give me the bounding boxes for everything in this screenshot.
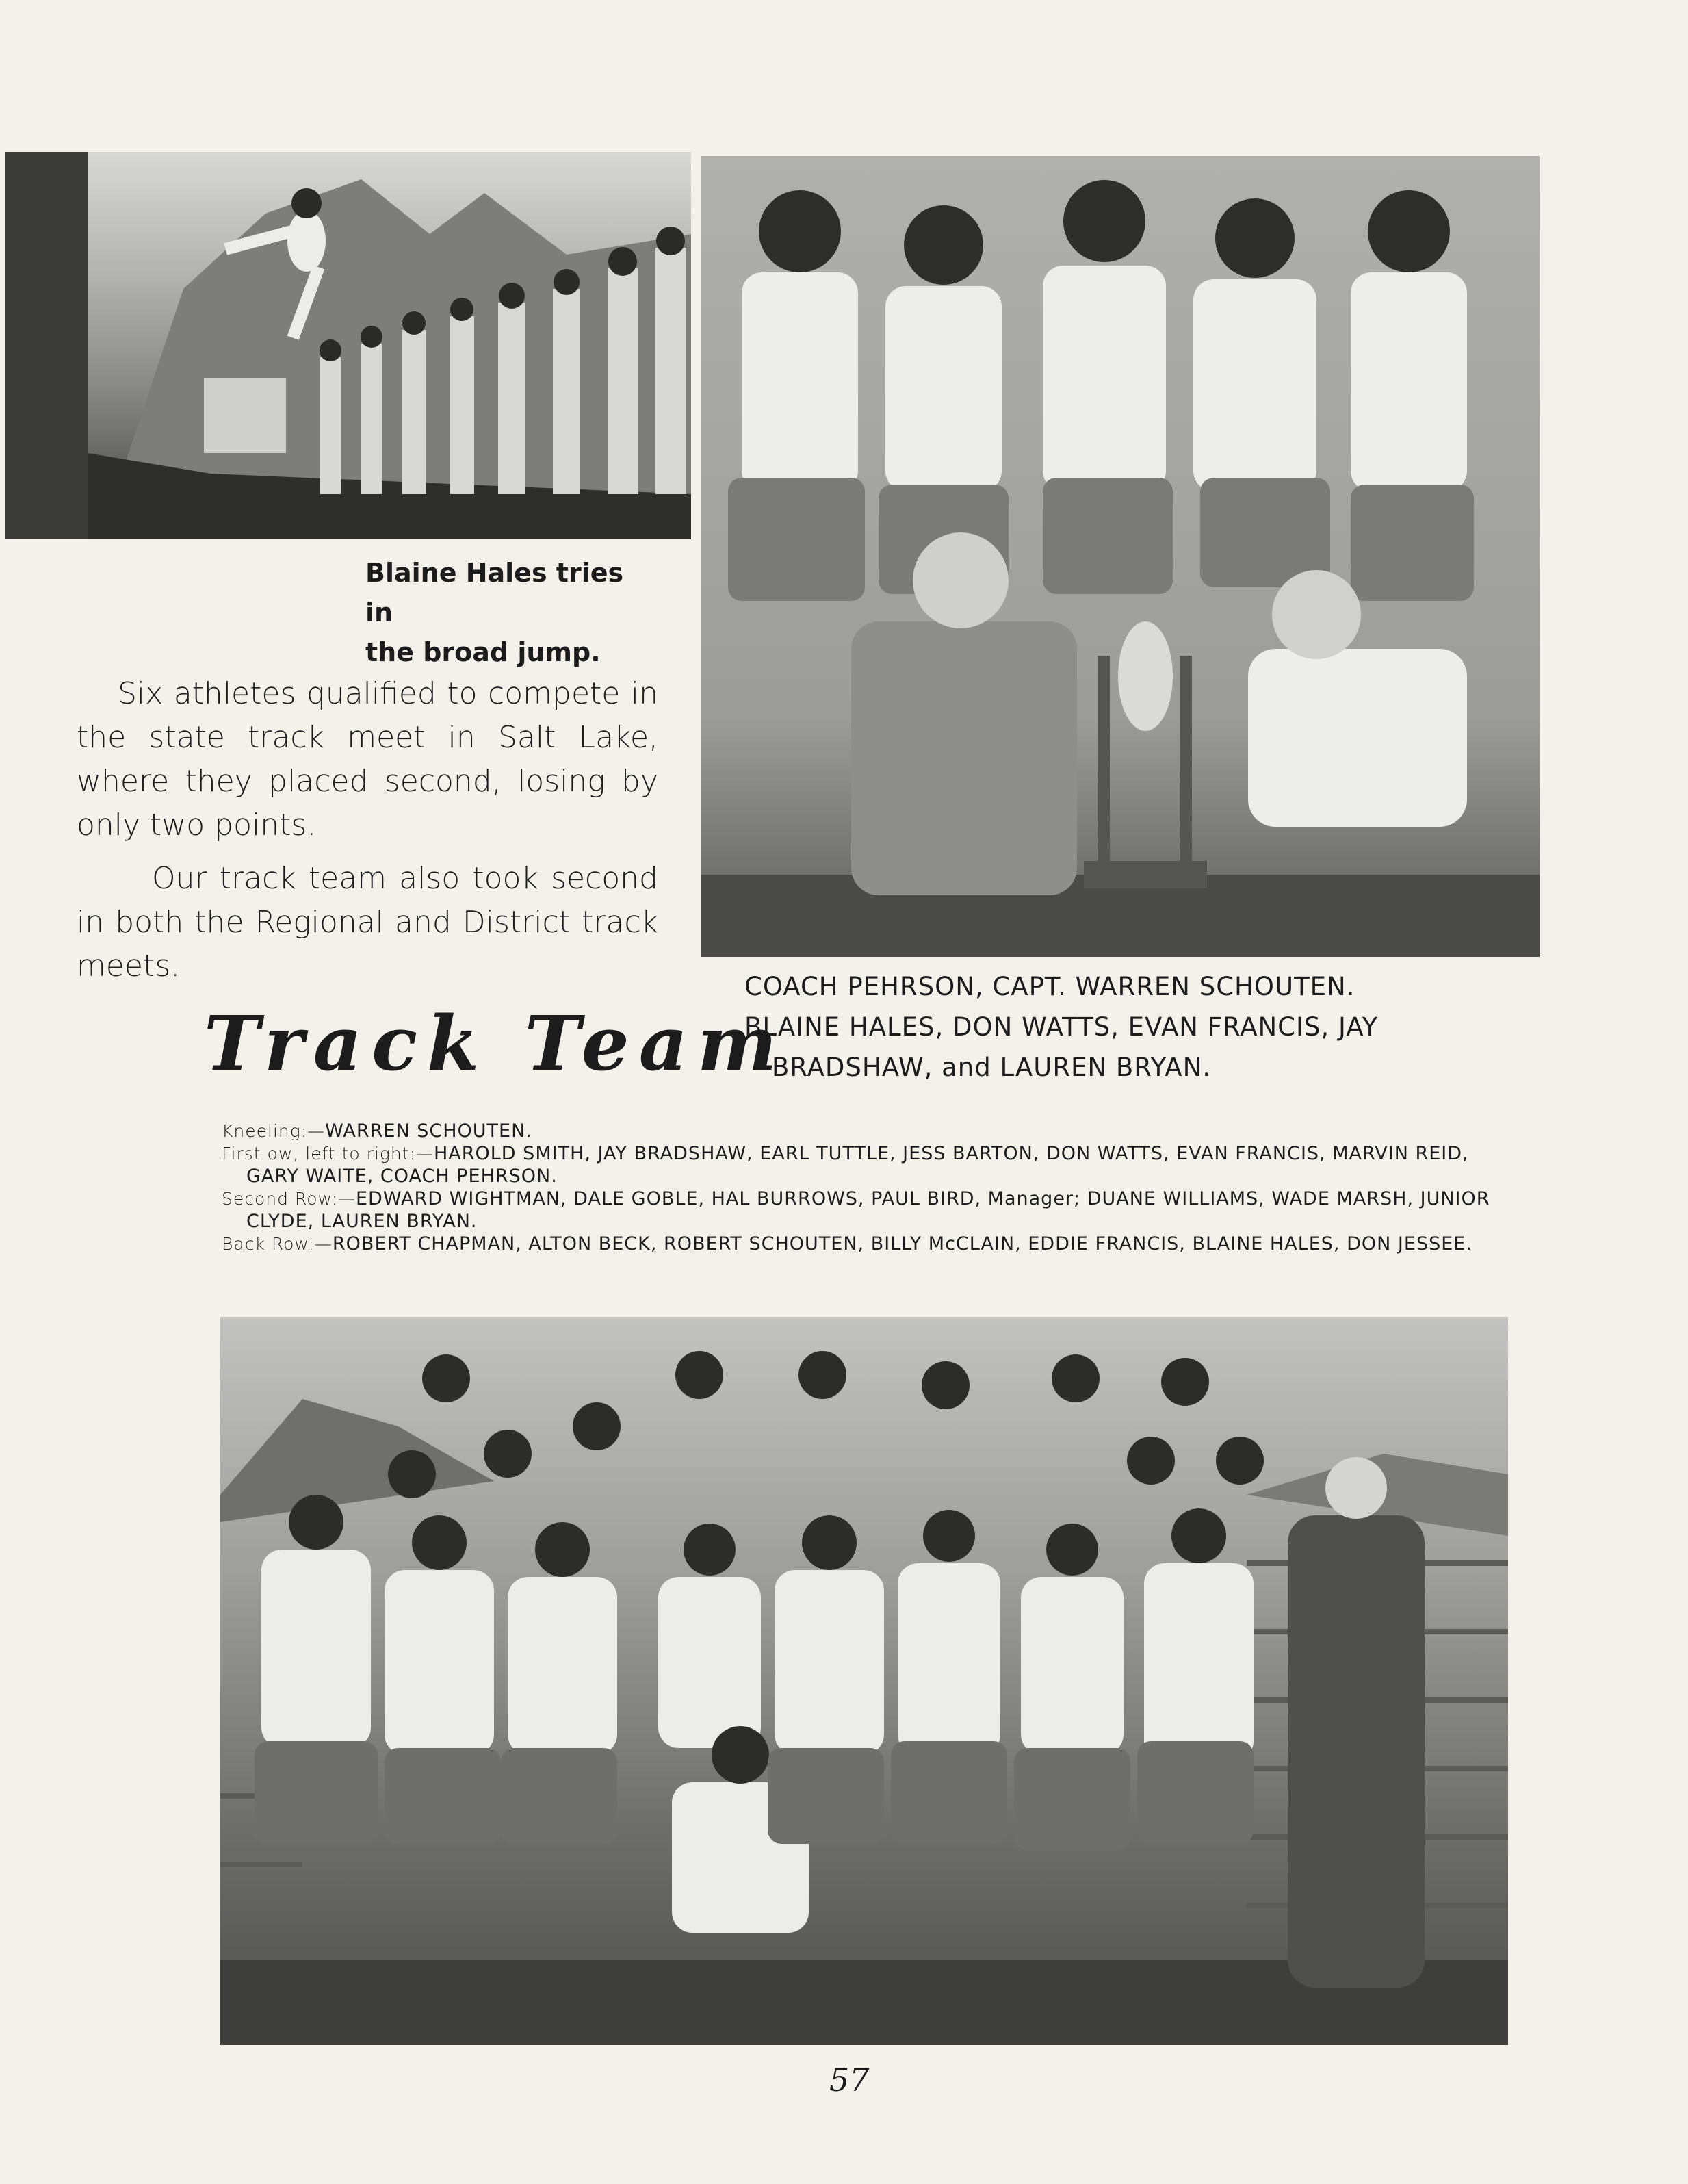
roster-row-back <box>222 1233 1508 1255</box>
roster-label: Second Row:— <box>222 1189 356 1209</box>
broad-jump-photo <box>5 152 691 539</box>
state-team-caption <box>744 966 1531 1088</box>
full-team-scene <box>220 1317 1508 2045</box>
broad-jump-caption-line: the broad jump. <box>365 637 601 667</box>
paragraph-1 <box>77 672 658 847</box>
state-caption-line: BLAINE HALES, DON WATTS, EVAN FRANCIS, JAY <box>744 1012 1379 1042</box>
state-team-photo <box>701 156 1540 957</box>
paragraph-2-text: Our track team also took second in both the Regional and District track meets. <box>77 861 658 984</box>
roster-names: EDWARD WIGHTMAN, DALE GOBLE, HAL BURROWS, PAUL BIRD, Manager; DUANE WILLIAMS, WADE MARSH, JUNIOR CLYDE, LAUREN BRYAN. <box>246 1188 1490 1232</box>
roster-label: Back Row:— <box>222 1234 333 1254</box>
roster-names: ROBERT CHAPMAN, ALTON BECK, ROBERT SCHOUTEN, BILLY McCLAIN, EDDIE FRANCIS, BLAINE HALES, DON JESSEE. <box>332 1233 1472 1255</box>
broad-jump-caption <box>365 553 653 672</box>
paragraph-1-text: Six athletes qualified to compete in the state track meet in Salt Lake, where they placed second, losing by only two points. <box>77 676 658 843</box>
roster-row-second <box>222 1187 1508 1233</box>
state-team-scene <box>701 156 1540 957</box>
state-caption-line: COACH PEHRSON, CAPT. WARREN SCHOUTEN. <box>744 972 1355 1001</box>
paragraph-2 <box>77 857 658 988</box>
page-number: 57 <box>829 2061 870 2098</box>
broad-jump-caption-line: Blaine Hales tries in <box>365 558 624 628</box>
roster-label: Kneeling:— <box>222 1121 326 1141</box>
roster-row-kneeling <box>222 1120 1508 1142</box>
full-team-photo <box>220 1317 1508 2045</box>
broad-jump-scene <box>5 152 691 539</box>
state-caption-line: BRADSHAW, and LAUREN BRYAN. <box>772 1053 1212 1082</box>
roster-names: HAROLD SMITH, JAY BRADSHAW, EARL TUTTLE, JESS BARTON, DON WATTS, EVAN FRANCIS, MARVIN REID, GARY WAITE, COACH PEHRSON. <box>246 1143 1469 1187</box>
roster-label: First ow, left to right:— <box>222 1144 434 1164</box>
roster-names: WARREN SCHOUTEN. <box>325 1120 532 1142</box>
page-title: Track Team <box>204 999 787 1088</box>
roster-row-first <box>222 1142 1508 1187</box>
roster-list <box>222 1120 1508 1255</box>
